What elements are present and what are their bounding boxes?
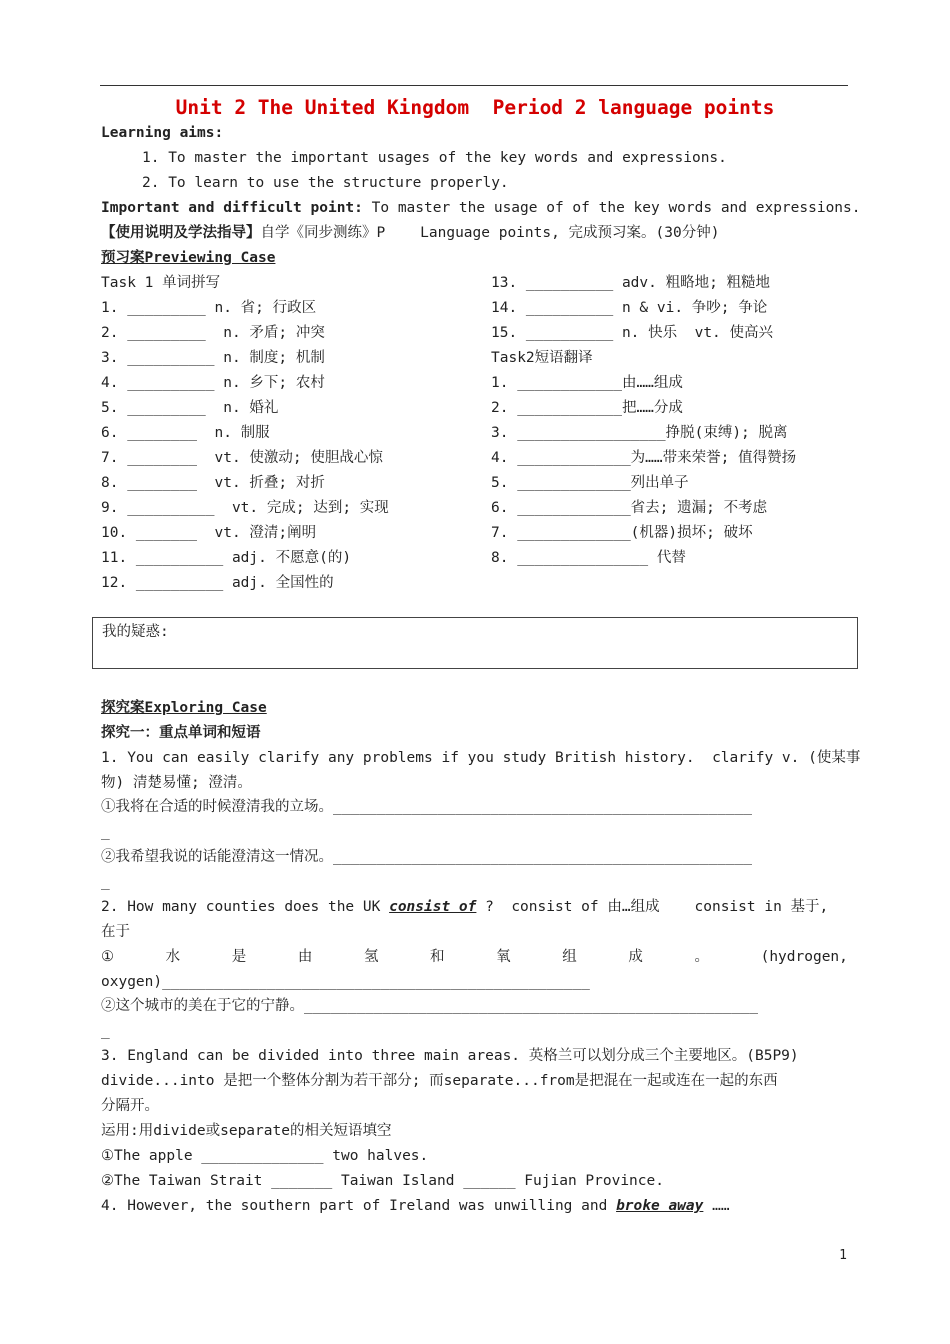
q3-line2: divide...into 是把一个整体分割为若干部分; 而separate...from是把混在一起或连在一起的东西 (101, 1073, 778, 1089)
doubts-box (92, 617, 858, 669)
phrase-item: 6. _____________省去; 遗漏; 不考虑 (491, 500, 768, 516)
aim-item-1: 1. To master the important usages of the key words and expressions. (142, 150, 727, 166)
word-item: 8. ________ vt. 折叠; 对折 (101, 475, 325, 491)
doubts-label: 我的疑惑: (102, 624, 169, 640)
q2-emphasis: consist of (389, 899, 477, 915)
important-label: Important and difficult point: (101, 200, 363, 216)
preview-heading: 预习案Previewing Case (101, 250, 276, 266)
q2-a-char: 组 (562, 949, 577, 965)
explore-heading: 探究案Exploring Case (101, 700, 267, 716)
q2-exercise-b: ②这个城市的美在于它的宁静。____________________________________________________ (101, 998, 758, 1014)
word-item: 7. ________ vt. 使激动; 使胆战心惊 (101, 450, 383, 466)
q2-a-char: 氢 (363, 949, 379, 965)
q1-exercise-a: ①我将在合适的时候澄清我的立场。________________________________________________ (101, 799, 753, 815)
phrase-item: 2. ____________把……分成 (491, 400, 683, 416)
word-item: 14. __________ n & vi. 争吵; 争论 (491, 300, 768, 316)
instructions-text: 自学《同步测练》P Language points, 完成预习案。(30分钟) (260, 225, 720, 241)
q2-exercise-a (101, 947, 848, 967)
q1-line2: 物) 清楚易懂; 澄清。 (101, 775, 252, 791)
word-item: 1. _________ n. 省; 行政区 (101, 300, 317, 316)
phrase-item: 4. _____________为……带来荣誉; 值得赞扬 (491, 450, 797, 466)
q2-a-char: (hydrogen, (760, 949, 848, 965)
word-item: 4. __________ n. 乡下; 农村 (101, 375, 325, 391)
word-item: 13. __________ adv. 粗略地; 粗糙地 (491, 275, 771, 291)
q3-exercise-b: ②The Taiwan Strait _______ Taiwan Island ______ Fujian Province. (101, 1173, 664, 1189)
word-item: 5. _________ n. 婚礼 (101, 400, 279, 416)
q4-post: …… (703, 1198, 730, 1214)
top-rule (100, 85, 848, 86)
aim-item-2: 2. To learn to use the structure properly. (142, 175, 509, 191)
task2-title: Task2短语翻译 (491, 350, 593, 366)
word-item: 6. ________ n. 制服 (101, 425, 270, 441)
q2-a-char: 水 (165, 949, 181, 965)
phrase-item: 5. _____________列出单子 (491, 475, 689, 491)
answer-dash: _ (101, 824, 110, 840)
explore-subheading: 探究一：重点单词和短语 (101, 725, 261, 741)
q2-a-char: 。 (694, 949, 709, 965)
word-item: 9. __________ vt. 完成; 达到; 实现 (101, 500, 389, 516)
q3-line1: 3. England can be divided into three main areas. 英格兰可以划分成三个主要地区。(B5P9) (101, 1048, 799, 1064)
phrase-item: 3. _________________挣脱(束缚); 脱离 (491, 425, 788, 441)
phrase-item: 7. _____________(机器)损坏; 破坏 (491, 525, 753, 541)
q2-exercise-a-line2: oxygen)_________________________________________________ (101, 974, 590, 990)
word-item: 12. __________ adj. 全国性的 (101, 575, 334, 591)
q3-line3: 分隔开。 (101, 1098, 159, 1114)
q2-a-char: 是 (231, 949, 247, 965)
q2-a-char: 和 (430, 949, 445, 965)
important-point (101, 198, 861, 218)
instructions-label: 【使用说明及学法指导】 (101, 225, 261, 241)
aims-heading: Learning aims: (101, 125, 224, 141)
q4-emphasis: broke away (616, 1198, 704, 1214)
q2-post: ? consist of 由…组成 consist in 基于, (476, 899, 829, 915)
q2-pre: 2. How many counties does the UK (101, 899, 390, 915)
q1-exercise-b: ②我希望我说的话能澄清这一情况。________________________________________________ (101, 849, 753, 865)
q2-a-char: 成 (628, 949, 643, 965)
phrase-item: 8. _______________ 代替 (491, 550, 686, 566)
phrase-item: 1. ____________由……组成 (491, 375, 683, 391)
q2-a-char: 由 (297, 949, 313, 965)
word-item: 15. __________ n. 快乐 vt. 使高兴 (491, 325, 774, 341)
word-item: 3. __________ n. 制度; 机制 (101, 350, 325, 366)
page-number: 1 (839, 1248, 847, 1263)
word-item: 11. __________ adj. 不愿意(的) (101, 550, 352, 566)
task1-title: Task 1 单词拼写 (101, 275, 221, 291)
word-item: 2. _________ n. 矛盾; 冲突 (101, 325, 325, 341)
instructions (101, 223, 719, 243)
answer-dash: _ (101, 1023, 110, 1039)
word-item: 10. _______ vt. 澄清;阐明 (101, 525, 317, 541)
q1-line1: 1. You can easily clarify any problems if you study British history. clarify v. (使某事 (101, 750, 861, 766)
q2-line1 (101, 897, 828, 917)
important-text: To master the usage of of the key words and expressions. (362, 200, 861, 216)
q3-exercise-a: ①The apple ______________ two halves. (101, 1148, 429, 1164)
page-title: Unit 2 The United Kingdom Period 2 language points (175, 96, 775, 119)
answer-dash: _ (101, 874, 110, 890)
q3-line4: 运用:用divide或separate的相关短语填空 (101, 1123, 392, 1139)
q4-pre: 4. However, the southern part of Ireland was unwilling and (101, 1198, 617, 1214)
q2-a-char: 氧 (496, 949, 511, 965)
q2-a-char: ① (101, 949, 114, 965)
q2-line2: 在于 (101, 924, 130, 940)
q4-line1 (101, 1196, 730, 1216)
